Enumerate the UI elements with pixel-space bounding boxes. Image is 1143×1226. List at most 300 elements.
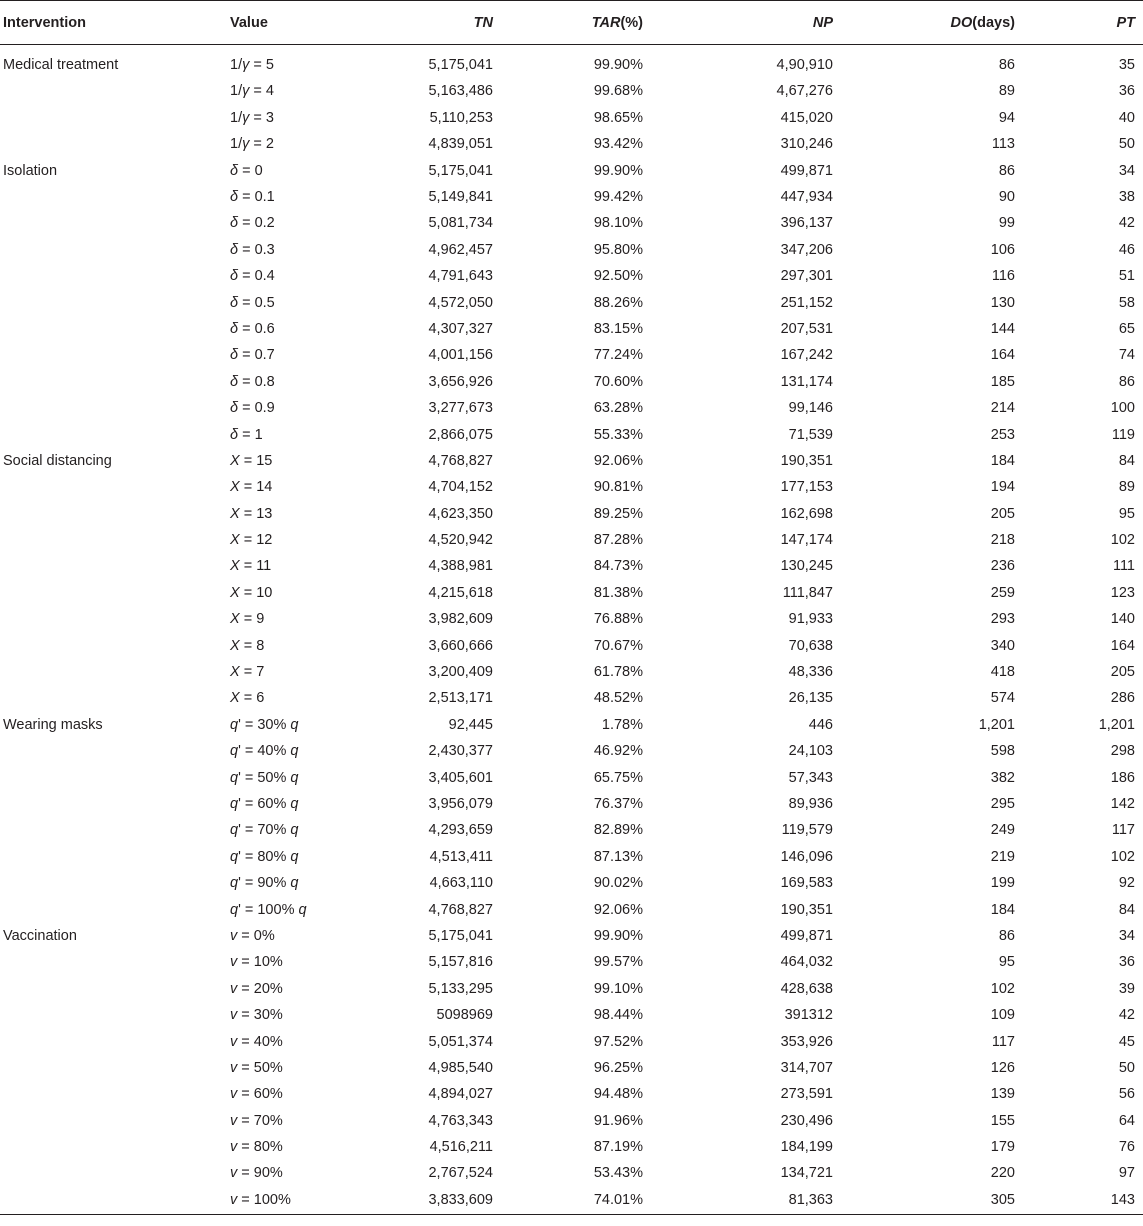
cell-tar: 98.44% [593,1007,643,1024]
cell-do: 598 [990,743,1015,760]
cell-intervention: Medical treatment [3,56,119,73]
cell-np: 499,871 [780,927,833,944]
cell-tn: 5,175,041 [428,56,493,73]
cell-np: 391312 [784,1007,833,1024]
cell-pt: 111 [1112,558,1135,575]
cell-tar: 99.90% [593,927,643,944]
cell-tar: 70.60% [593,373,643,390]
cell-do: 185 [990,373,1015,390]
cell-tn: 3,956,079 [428,795,493,812]
cell-intervention [0,342,228,368]
cell-value: δ = 0.1 [230,189,275,205]
cell-intervention [0,606,228,632]
cell-tar: 70.67% [593,637,643,654]
cell-value: δ = 0.6 [230,320,275,337]
table-row [0,448,1143,474]
cell-tar: 88.26% [593,294,643,311]
cell-intervention [0,131,228,157]
cell-tn: 4,763,343 [428,1112,493,1129]
table-row [0,817,1143,843]
cell-intervention [0,976,228,1002]
table-row [0,290,1143,316]
cell-value: X = 15 [230,452,273,469]
cell-np: 169,583 [780,875,833,892]
cell-pt: 84 [1118,452,1135,469]
cell-value: X = 8 [230,637,265,654]
cell-do: 574 [990,690,1015,707]
cell-pt: 34 [1118,927,1135,944]
table-row [0,580,1143,606]
table-row [0,1002,1143,1028]
cell-do: 295 [990,795,1015,812]
cell-np: 177,153 [780,479,833,496]
cell-tn: 92,445 [448,716,493,733]
table-row [0,738,1143,764]
cell-tar: 99.90% [593,162,643,179]
cell-value: q' = 60% q [230,795,299,812]
cell-do: 95 [998,954,1015,971]
cell-tar: 84.73% [593,558,643,575]
cell-np: 4,67,276 [776,83,833,100]
cell-do: 253 [990,426,1015,443]
cell-pt: 95 [1118,505,1135,522]
cell-do: 126 [990,1059,1015,1076]
table-row [0,474,1143,500]
cell-pt: 1,201 [1098,716,1135,733]
header-value-text: Value [230,14,268,31]
header-tar-text: TAR [591,14,621,31]
table-row [0,685,1143,711]
cell-intervention [0,844,228,870]
cell-tn: 3,200,409 [428,664,493,681]
cell-np: 4,90,910 [776,56,833,73]
cell-value: X = 13 [230,505,273,522]
cell-pt: 51 [1118,268,1135,285]
cell-pt: 39 [1118,980,1135,997]
cell-tn: 4,388,981 [428,558,493,575]
cell-pt: 36 [1118,954,1135,971]
cell-pt: 46 [1118,241,1135,258]
cell-pt: 143 [1023,1187,1143,1215]
cell-value: X = 11 [230,558,272,575]
cell-intervention [0,685,228,711]
cell-value: X = 9 [230,611,265,628]
cell-do: 293 [990,611,1015,628]
cell-do: 194 [990,479,1015,496]
table-row [0,923,1143,949]
cell-value: δ = 0.5 [230,294,275,311]
cell-tar: 87.28% [593,532,643,549]
header-value [228,1,388,45]
cell-np: 314,707 [780,1059,833,1076]
cell-tn: 3,982,609 [428,611,493,628]
cell-np: 91,933 [788,611,833,628]
cell-tar: 96.25% [593,1059,643,1076]
cell-do: 86 [998,162,1015,179]
cell-tn: 2,513,171 [428,690,493,707]
cell-value: v = 60% [230,1086,283,1103]
cell-tn: 4,623,350 [428,505,493,522]
cell-intervention [0,659,228,685]
cell-do: 220 [990,1165,1015,1182]
cell-np: 415,020 [780,109,833,126]
cell-value: 1/γ = 4 [230,83,274,100]
cell-do: 116 [991,268,1015,285]
cell-np: 57,343 [788,769,833,786]
cell-tn: 4,215,618 [428,584,493,601]
cell-value: δ = 0.2 [230,215,275,232]
cell-np: 190,351 [780,901,833,918]
cell-tar: 77.24% [593,347,643,364]
cell-np: 297,301 [780,268,833,285]
header-intervention [0,1,228,45]
cell-intervention [0,1055,228,1081]
cell-pt: 92 [1118,875,1135,892]
cell-intervention [0,1081,228,1107]
cell-do: 139 [990,1086,1015,1103]
cell-tar: 83.15% [593,320,643,337]
cell-do: 90 [998,189,1015,205]
cell-value: v = 80% [230,1139,283,1156]
cell-intervention [0,184,228,210]
cell-np: 230,496 [780,1112,833,1129]
table-row [0,316,1143,342]
cell-intervention [0,765,228,791]
cell-tn: 4,704,152 [428,479,493,496]
cell-tar: 92.50% [593,268,643,285]
table-row [0,659,1143,685]
cell-pt: 42 [1118,215,1135,232]
cell-do: 94 [998,109,1015,126]
cell-tn: 3,833,609 [388,1187,533,1215]
header-tar-suffix: (%) [620,14,643,31]
cell-intervention [0,422,228,448]
cell-pt: 84 [1118,901,1135,918]
cell-pt: 50 [1118,1059,1135,1076]
table-row [0,949,1143,975]
cell-tn: 4,663,110 [429,875,493,892]
cell-value: v = 10% [230,954,283,971]
table-row [0,79,1143,105]
cell-np: 184,199 [780,1139,833,1156]
cell-tar: 61.78% [593,664,643,681]
cell-do: 205 [990,505,1015,522]
table-row [0,131,1143,157]
cell-tar: 90.81% [593,479,643,496]
cell-np: 146,096 [780,848,833,865]
cell-value: v = 100% [228,1187,388,1215]
cell-do: 102 [990,980,1015,997]
cell-tar: 92.06% [593,901,643,918]
cell-value: v = 30% [230,1007,283,1024]
cell-np: 207,531 [780,320,833,337]
cell-tar: 98.10% [593,215,643,232]
cell-value: δ = 0.9 [230,400,275,417]
cell-tar: 99.57% [593,954,643,971]
cell-do: 259 [990,584,1015,601]
cell-tar: 95.80% [593,241,643,258]
cell-do: 214 [990,400,1015,417]
table-row [0,210,1143,236]
cell-np: 111,847 [782,584,833,601]
table-row [0,501,1143,527]
cell-tn: 3,656,926 [428,373,493,390]
cell-np: 353,926 [780,1033,833,1050]
cell-tn: 5,149,841 [428,189,493,205]
cell-value: X = 10 [230,584,273,601]
cell-tn: 5,175,041 [428,162,493,179]
cell-do: 199 [990,875,1015,892]
header-tar [533,1,723,45]
cell-pt: 56 [1118,1086,1135,1103]
cell-np: 190,351 [780,452,833,469]
cell-do: 164 [990,347,1015,364]
cell-value: v = 20% [230,980,283,997]
cell-do: 109 [990,1007,1015,1024]
table-body [0,45,1143,1215]
table-header [0,1,1143,45]
cell-value: X = 6 [230,690,265,707]
cell-do: 418 [990,664,1015,681]
header-pt [1023,1,1143,45]
cell-tn: 4,894,027 [428,1086,493,1103]
cell-tar: 81.38% [593,584,643,601]
cell-pt: 102 [1110,848,1135,865]
cell-intervention [0,316,228,342]
header-np-text: NP [812,14,833,31]
table-row [0,606,1143,632]
cell-do: 382 [990,769,1015,786]
cell-value: δ = 0.4 [230,268,275,285]
cell-np: 273,591 [780,1086,833,1103]
cell-value: δ = 0.8 [230,373,275,390]
cell-value: v = 70% [230,1112,283,1129]
table-row [0,870,1143,896]
table-row [0,1029,1143,1055]
cell-pt: 42 [1118,1007,1135,1024]
table-row [0,422,1143,448]
cell-tn: 4,520,942 [428,532,493,549]
cell-tar: 74.01% [533,1187,723,1215]
table-row [0,712,1143,738]
cell-pt: 38 [1118,189,1135,205]
table-row [0,1161,1143,1187]
cell-np: 99,146 [788,400,833,417]
cell-np: 70,638 [788,637,833,654]
cell-np: 48,336 [788,664,833,681]
cell-value: X = 12 [230,532,273,549]
cell-tar: 1.78% [601,716,643,733]
cell-tar: 87.19% [593,1139,643,1156]
cell-np: 24,103 [788,743,833,760]
header-pt-text: PT [1116,14,1135,31]
cell-np: 499,871 [780,162,833,179]
cell-intervention [0,949,228,975]
cell-tar: 98.65% [593,109,643,126]
header-do-text: DO [950,14,973,31]
cell-tn: 5,051,374 [428,1033,493,1050]
cell-do: 1,201 [978,716,1015,733]
cell-np: 147,174 [780,532,833,549]
cell-value: q' = 30% q [230,716,299,733]
cell-value: q' = 80% q [230,848,299,865]
cell-tn: 5,081,734 [428,215,493,232]
cell-intervention [0,817,228,843]
cell-intervention [0,738,228,764]
table-row [0,1081,1143,1107]
cell-intervention [0,1108,228,1134]
cell-tar: 93.42% [593,136,643,153]
cell-value: δ = 0 [230,162,263,179]
cell-tn: 4,962,457 [428,241,493,258]
cell-pt: 65 [1118,320,1135,337]
cell-do: 106 [990,241,1015,258]
cell-intervention [0,1187,228,1215]
cell-tar: 46.92% [593,743,643,760]
cell-pt: 123 [1110,584,1135,601]
cell-pt: 76 [1118,1139,1135,1156]
cell-tn: 4,572,050 [428,294,493,311]
cell-pt: 40 [1118,109,1135,126]
cell-intervention [0,237,228,263]
cell-tn: 4,293,659 [428,822,493,839]
cell-np: 428,638 [780,980,833,997]
header-intervention-text: Intervention [3,14,86,31]
cell-pt: 97 [1118,1165,1135,1182]
cell-intervention [0,474,228,500]
cell-intervention: Wearing masks [3,716,103,733]
cell-do: 184 [990,452,1015,469]
cell-pt: 64 [1118,1112,1135,1129]
cell-intervention [0,1161,228,1187]
cell-value: q' = 40% q [230,743,299,760]
cell-tn: 4,985,540 [428,1059,493,1076]
cell-intervention [0,210,228,236]
cell-tn: 4,839,051 [428,136,493,153]
cell-do: 236 [990,558,1015,575]
cell-np: 447,934 [780,189,833,205]
cell-pt: 298 [1110,743,1135,760]
cell-tar: 65.75% [593,769,643,786]
cell-np: 26,135 [788,690,833,707]
cell-value: q' = 50% q [230,769,299,786]
cell-np: 131,174 [780,373,833,390]
cell-np: 464,032 [780,954,833,971]
cell-do: 113 [991,136,1015,153]
cell-do: 89 [998,83,1015,100]
cell-tn: 5,163,486 [428,83,493,100]
cell-np: 251,152 [780,294,833,311]
cell-do: 249 [990,822,1015,839]
cell-tar: 53.43% [593,1165,643,1182]
cell-tn: 2,767,524 [428,1165,493,1182]
cell-tn: 5,110,253 [429,109,493,126]
cell-value: q' = 100% q [230,901,307,918]
cell-tn: 4,307,327 [428,320,493,337]
cell-np: 89,936 [788,795,833,812]
cell-pt: 74 [1118,347,1135,364]
cell-intervention: Social distancing [3,452,112,469]
cell-do: 86 [998,927,1015,944]
cell-do: 99 [998,215,1015,232]
cell-tn: 4,513,411 [429,848,493,865]
cell-value: X = 7 [230,664,265,681]
table-row [0,976,1143,1002]
cell-value: δ = 1 [230,426,263,443]
table-row [0,342,1143,368]
cell-do: 305 [913,1187,1023,1215]
cell-tar: 97.52% [593,1033,643,1050]
cell-tar: 90.02% [593,875,643,892]
cell-tar: 94.48% [593,1086,643,1103]
cell-do: 117 [991,1033,1015,1050]
cell-intervention [0,369,228,395]
cell-do: 179 [990,1139,1015,1156]
table-row [0,263,1143,289]
cell-tar: 82.89% [593,822,643,839]
cell-tar: 92.06% [593,452,643,469]
table-row [0,791,1143,817]
header-np [723,1,913,45]
cell-do: 218 [990,532,1015,549]
table-row [0,765,1143,791]
cell-do: 86 [998,56,1015,73]
cell-intervention: Vaccination [3,927,77,944]
cell-pt: 164 [1110,637,1135,654]
cell-pt: 102 [1110,532,1135,549]
table-row [0,1055,1143,1081]
cell-pt: 117 [1111,822,1135,839]
cell-tar: 55.33% [593,426,643,443]
header-row [0,1,1143,45]
cell-np: 167,242 [780,347,833,364]
cell-pt: 58 [1118,294,1135,311]
cell-intervention [0,554,228,580]
cell-pt: 36 [1118,83,1135,100]
cell-intervention [0,1029,228,1055]
cell-intervention [0,580,228,606]
cell-value: v = 50% [230,1059,283,1076]
cell-np: 310,246 [780,136,833,153]
cell-pt: 286 [1110,690,1135,707]
cell-tar: 99.42% [593,189,643,205]
cell-np: 347,206 [780,241,833,258]
cell-np: 71,539 [788,426,833,443]
cell-value: δ = 0.7 [230,347,275,364]
cell-value: X = 14 [230,479,273,496]
cell-tn: 4,768,827 [428,452,493,469]
cell-tar: 76.88% [593,611,643,628]
cell-intervention [0,105,228,131]
cell-intervention [0,79,228,105]
cell-do: 184 [990,901,1015,918]
cell-do: 155 [990,1112,1015,1129]
cell-tn: 2,430,377 [428,743,493,760]
header-tn-text: TN [473,14,493,31]
table-row [0,1187,1143,1215]
table-row [0,158,1143,184]
cell-tar: 76.37% [593,795,643,812]
cell-pt: 35 [1118,56,1135,73]
cell-value: q' = 70% q [230,822,299,839]
cell-tn: 3,277,673 [428,400,493,417]
table-row [0,369,1143,395]
cell-tn: 5,175,041 [428,927,493,944]
cell-tn: 4,791,643 [428,268,493,285]
table-row [0,184,1143,210]
cell-np: 162,698 [780,505,833,522]
cell-value: v = 40% [230,1033,283,1050]
